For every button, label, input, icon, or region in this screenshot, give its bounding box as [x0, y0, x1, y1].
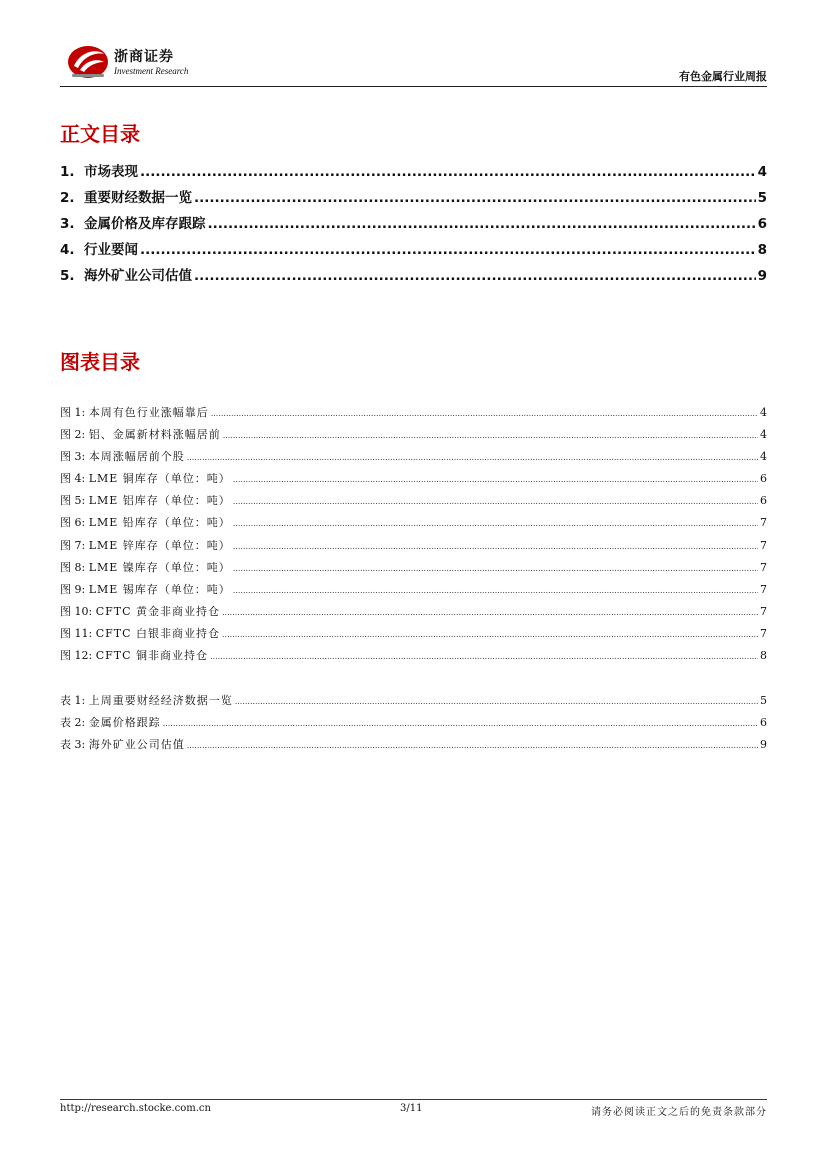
- toc-item[interactable]: [60, 264, 767, 290]
- figure-label: 图 9:: [60, 582, 86, 596]
- leader-dots: [140, 242, 756, 258]
- figure-label: 图 11:: [60, 626, 93, 640]
- figure-text: LME 锡库存（单位：吨）: [88, 582, 231, 596]
- table-item[interactable]: [60, 736, 767, 758]
- figure-item[interactable]: [60, 559, 767, 581]
- toc-item-number: 1.: [60, 164, 75, 180]
- leader-dots: [233, 586, 758, 595]
- page-number: 3/11: [400, 1103, 423, 1114]
- leader-dots: [210, 652, 758, 661]
- brand-name-en: Investment Research: [114, 66, 189, 76]
- leader-dots: [233, 542, 758, 551]
- leader-dots: [223, 431, 758, 440]
- figure-item[interactable]: [60, 514, 767, 536]
- toc-item-number: 4.: [60, 242, 75, 258]
- figure-list: [60, 404, 767, 669]
- header-divider: [60, 86, 767, 87]
- figure-page: 4: [760, 450, 767, 464]
- toc-title: 正文目录: [60, 122, 140, 146]
- toc-item-text: 市场表现: [84, 164, 138, 180]
- figure-label: 图 12:: [60, 649, 93, 663]
- toc-list: [60, 160, 767, 290]
- figure-item[interactable]: [60, 647, 767, 669]
- toc-item-page: 8: [757, 242, 767, 258]
- toc-item[interactable]: [60, 212, 767, 238]
- figure-text: LME 铜库存（单位：吨）: [88, 472, 231, 486]
- figure-page: 7: [760, 604, 767, 618]
- table-page: 5: [760, 694, 767, 707]
- toc-item-page: 4: [757, 164, 767, 180]
- brand-name-cn: 浙商证券: [114, 49, 174, 65]
- figure-page: 8: [760, 649, 767, 663]
- figure-item[interactable]: [60, 492, 767, 514]
- table-text: 海外矿业公司估值: [88, 738, 185, 752]
- figure-page: 7: [760, 582, 767, 596]
- table-item[interactable]: [60, 692, 767, 714]
- figure-label: 图 6:: [60, 516, 86, 530]
- footer-divider: [60, 1099, 767, 1100]
- figure-item[interactable]: [60, 537, 767, 559]
- toc-item-page: 5: [757, 190, 767, 206]
- figure-label: 图 5:: [60, 494, 86, 508]
- leader-dots: [222, 630, 758, 639]
- figure-text: LME 铝库存（单位：吨）: [88, 494, 231, 508]
- leader-dots: [194, 268, 756, 284]
- figure-text: 铝、金属新材料涨幅居前: [88, 428, 221, 442]
- toc-item-text: 海外矿业公司估值: [84, 268, 192, 284]
- zheshang-logo-icon: [66, 40, 110, 80]
- figure-text: CFTC 铜非商业持仓: [95, 649, 209, 663]
- figure-text: 本周有色行业涨幅靠后: [88, 406, 209, 419]
- toc-item[interactable]: [60, 160, 767, 186]
- figure-item[interactable]: [60, 426, 767, 448]
- leader-dots: [233, 497, 758, 506]
- figure-page: 6: [760, 472, 767, 486]
- figure-text: 本周涨幅居前个股: [88, 450, 185, 464]
- page-footer: [60, 1103, 767, 1119]
- leader-dots: [163, 719, 758, 728]
- figure-label: 图 7:: [60, 538, 86, 552]
- figure-text: LME 镍库存（单位：吨）: [88, 560, 231, 574]
- toc-item-number: 2.: [60, 190, 75, 206]
- figure-text: LME 锌库存（单位：吨）: [88, 538, 231, 552]
- toc-item[interactable]: [60, 238, 767, 264]
- toc-item-text: 重要财经数据一览: [84, 190, 192, 206]
- table-page: 9: [760, 738, 767, 752]
- figure-text: CFTC 白银非商业持仓: [95, 626, 221, 640]
- leader-dots: [233, 475, 758, 484]
- figures-title: 图表目录: [60, 350, 140, 374]
- leader-dots: [140, 164, 756, 180]
- leader-dots: [208, 216, 756, 232]
- table-item[interactable]: [60, 714, 767, 736]
- figure-page: 7: [760, 560, 767, 574]
- figure-page: 7: [760, 538, 767, 552]
- toc-item-number: 5.: [60, 268, 75, 284]
- figure-text: LME 铅库存（单位：吨）: [88, 516, 231, 530]
- toc-item-text: 金属价格及库存跟踪: [84, 216, 206, 232]
- leader-dots: [211, 409, 758, 418]
- toc-item[interactable]: [60, 186, 767, 212]
- figure-page: 7: [760, 516, 767, 530]
- table-label: 表 2:: [60, 716, 86, 730]
- page-header: [60, 38, 767, 88]
- leader-dots: [187, 453, 758, 462]
- toc-item-number: 3.: [60, 216, 75, 232]
- figure-label: 图 4:: [60, 472, 86, 486]
- figure-label: 图 2:: [60, 428, 86, 442]
- figure-label: 图 3:: [60, 450, 86, 464]
- figure-item[interactable]: [60, 404, 767, 426]
- toc-item-page: 9: [757, 268, 767, 284]
- table-label: 表 3:: [60, 738, 86, 752]
- footer-url-link[interactable]: http://research.stocke.com.cn: [60, 1103, 211, 1114]
- table-list: [60, 692, 767, 758]
- figure-page: 4: [760, 428, 767, 442]
- leader-dots: [194, 190, 756, 206]
- leader-dots: [235, 697, 758, 706]
- report-type: 有色金属行业周报: [679, 70, 767, 83]
- figure-page: 4: [760, 406, 767, 419]
- figure-item[interactable]: [60, 625, 767, 647]
- figure-text: CFTC 黄金非商业持仓: [95, 604, 221, 618]
- figure-label: 图 1:: [60, 406, 86, 419]
- figure-label: 图 8:: [60, 560, 86, 574]
- table-text: 上周重要财经经济数据一览: [88, 694, 233, 707]
- leader-dots: [187, 741, 758, 750]
- figure-label: 图 10:: [60, 604, 93, 618]
- figure-page: 7: [760, 626, 767, 640]
- table-page: 6: [760, 716, 767, 730]
- toc-item-text: 行业要闻: [84, 242, 138, 258]
- toc-item-page: 6: [757, 216, 767, 232]
- leader-dots: [233, 564, 758, 573]
- figure-item[interactable]: [60, 470, 767, 492]
- table-text: 金属价格跟踪: [88, 716, 161, 730]
- figure-page: 6: [760, 494, 767, 508]
- leader-dots: [233, 519, 758, 528]
- leader-dots: [222, 608, 758, 617]
- figure-item[interactable]: [60, 603, 767, 625]
- figure-item[interactable]: [60, 581, 767, 603]
- disclaimer-text: 请务必阅读正文之后的免责条款部分: [591, 1107, 767, 1118]
- figure-item[interactable]: [60, 448, 767, 470]
- table-label: 表 1:: [60, 694, 86, 707]
